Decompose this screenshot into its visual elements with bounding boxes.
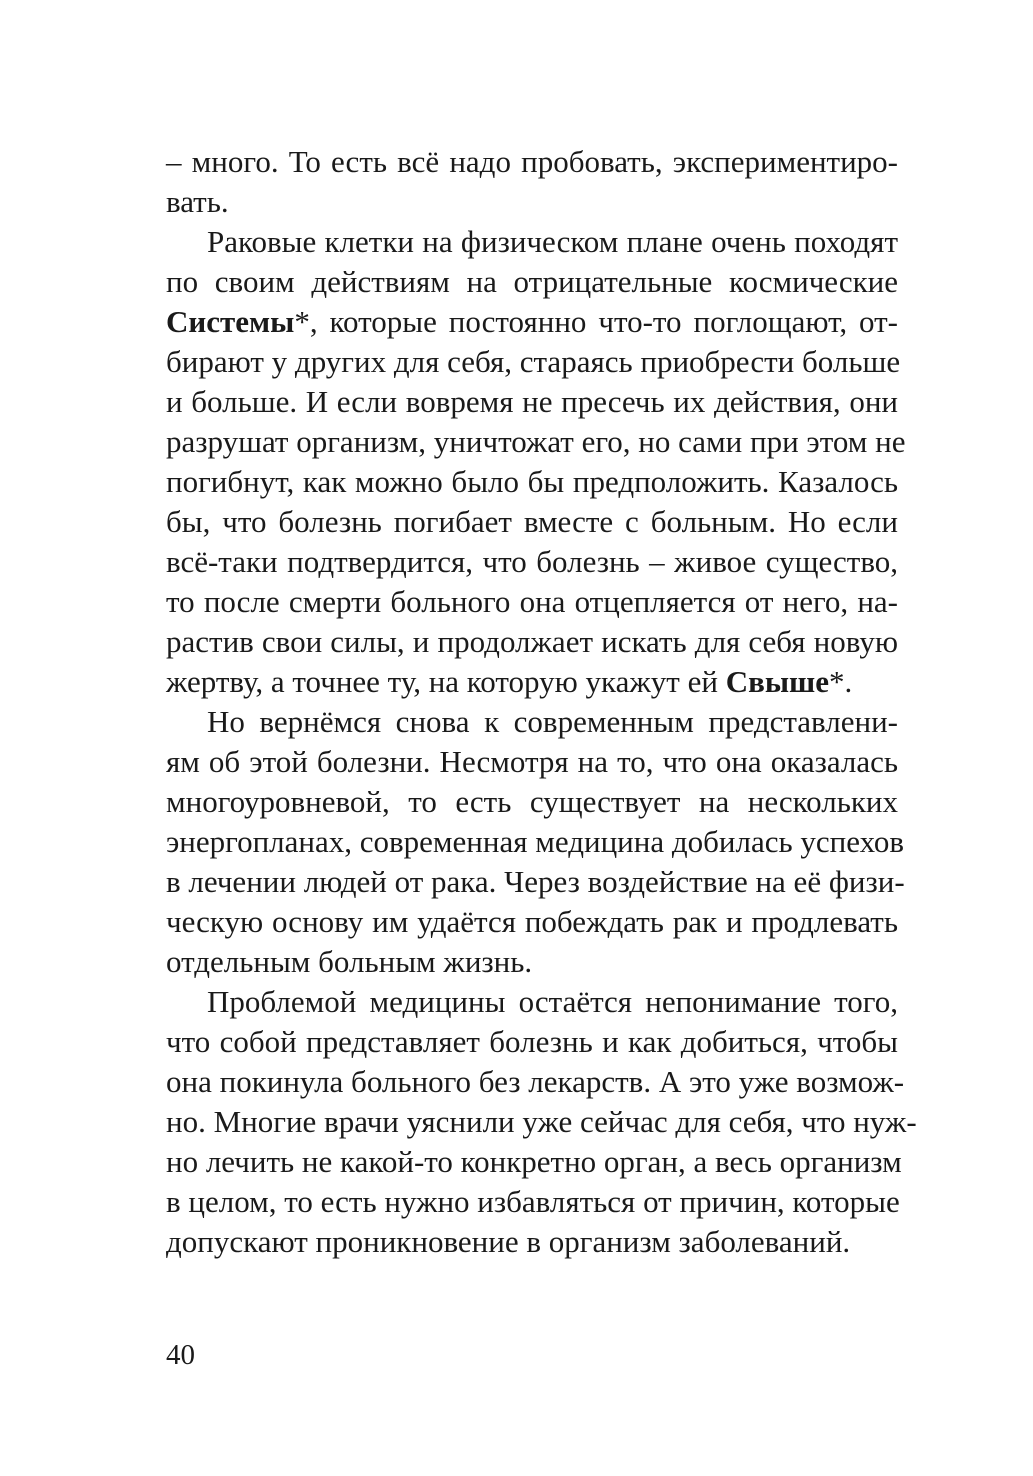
text-line: бирают у других для себя, стараясь приобрести больше (166, 344, 901, 379)
text-fragment: жертву, а точнее ту, на которую укажут ей (166, 664, 726, 699)
text-line: допускают проникновение в организм заболеваний. (166, 1224, 851, 1259)
text-line: Но вернёмся снова к современным представлени- (207, 704, 898, 739)
text-line: растив свои силы, и продолжает искать для себя новую (166, 624, 898, 659)
text-line: погибнут, как можно было бы предположить. Казалось (166, 464, 898, 499)
text-line: но. Многие врачи уяснили уже сейчас для себя, что нуж- (166, 1104, 917, 1139)
text-line: отдельным больным жизнь. (166, 944, 533, 979)
text-line: по своим действиям на отрицательные космические (166, 264, 898, 299)
text-line (166, 662, 898, 702)
text-line: бы, что болезнь погибает вместе с больным. Но если (166, 504, 898, 539)
text-line: в целом, то есть нужно избавляться от причин, которые (166, 1184, 900, 1219)
text-line: энергопланах, современная медицина добилась успехов (166, 824, 905, 859)
text-line: она покинула больного без лекарств. А это уже возмож- (166, 1064, 905, 1099)
text-line: разрушат организм, уничтожат его, но сами при этом не (166, 424, 906, 459)
bold-term-sistemy: Системы (166, 304, 295, 339)
text-line: ческую основу им удаётся побеждать рак и продлевать (166, 904, 898, 939)
main-text (166, 142, 917, 1262)
text-line: и больше. И если вовремя не пресечь их действия, они (166, 384, 898, 419)
text-line: многоуровневой, то есть существует на нескольких (166, 784, 898, 819)
text-line (166, 302, 898, 342)
text-line: – много. То есть всё надо пробовать, экспериментиро- (166, 144, 898, 179)
text-line: Раковые клетки на физическом плане очень походят (207, 224, 898, 259)
text-fragment: *, которые постоянно что-то поглощают, от- (294, 304, 898, 339)
text-line: вать. (166, 184, 229, 219)
page-number: 40 (166, 1339, 195, 1371)
text-line: всё-таки подтвердится, что болезнь – живое существо, (166, 544, 898, 579)
bold-term-svyshe: Свыше (725, 664, 829, 699)
text-line: Проблемой медицины остаётся непонимание того, (207, 984, 898, 1019)
text-fragment: *. (828, 664, 853, 699)
text-line: то после смерти больного она отцепляется от него, на- (166, 584, 898, 619)
text-line: но лечить не какой-то конкретно орган, а весь организм (166, 1144, 902, 1179)
text-line: ям об этой болезни. Несмотря на то, что она оказалась (166, 744, 898, 779)
text-line: в лечении людей от рака. Через воздействие на её физи- (166, 864, 905, 899)
text-line: что собой представляет болезнь и как добиться, чтобы (166, 1024, 898, 1059)
